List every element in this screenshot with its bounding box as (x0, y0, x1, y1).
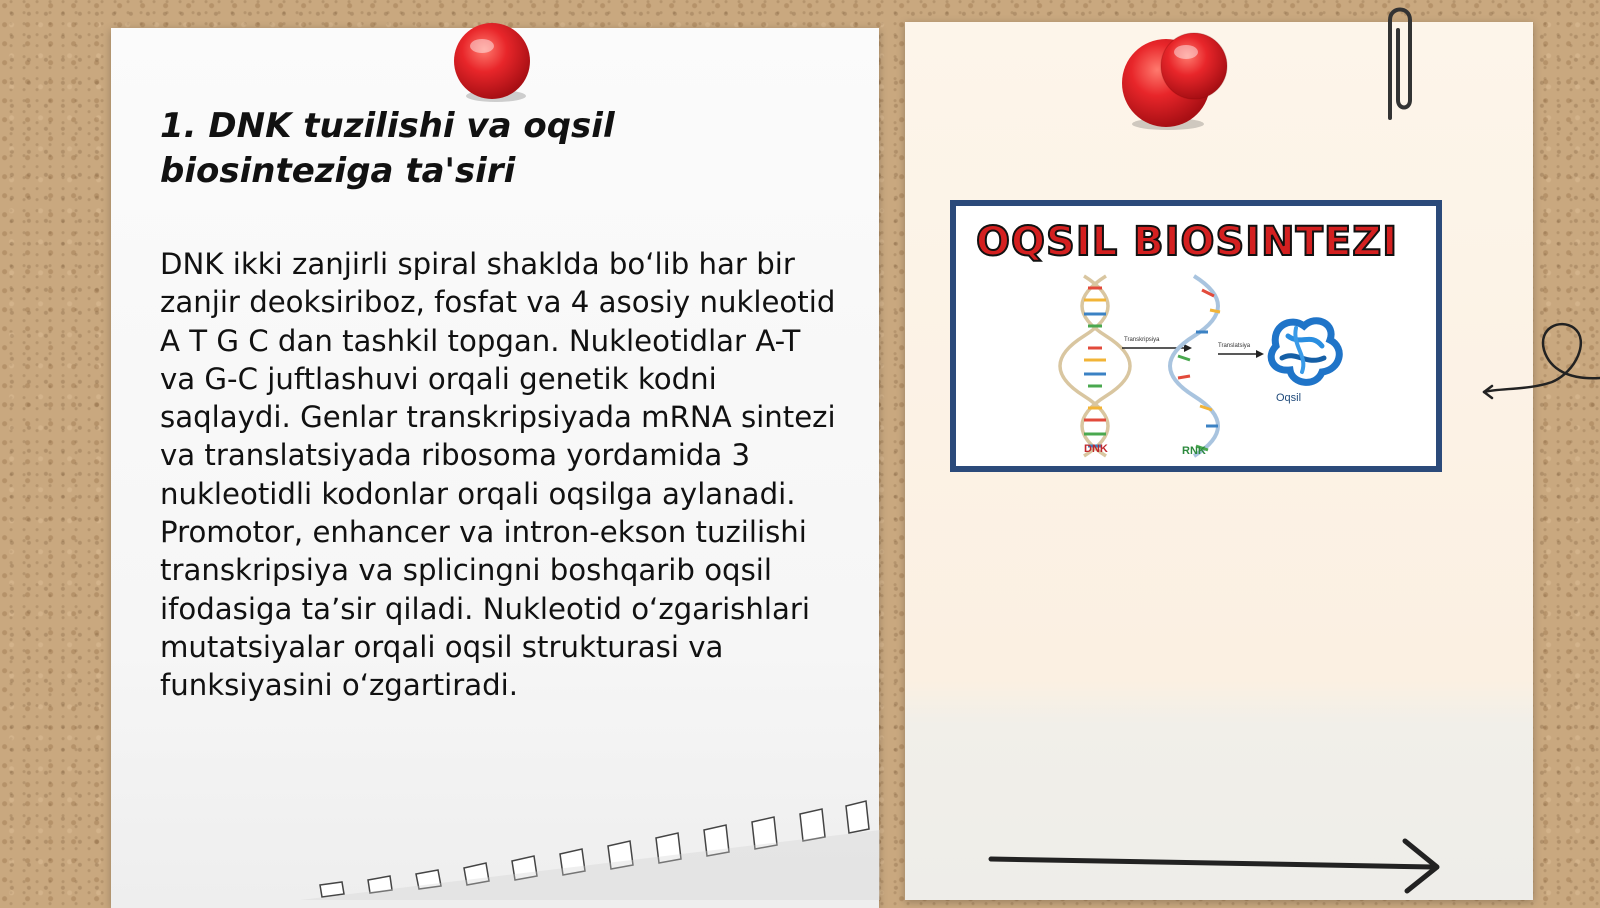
protein-label: Oqsil (1276, 392, 1302, 404)
red-pushpin-icon (452, 20, 534, 104)
figure-title: OQSIL BIOSINTEZI (976, 219, 1399, 265)
transcription-label: Transkripsiya (1124, 337, 1160, 343)
rna-label: RNK (1182, 445, 1206, 457)
dna-rna-protein-diagram (956, 266, 1436, 466)
spiral-binding (300, 790, 880, 900)
dna-helix-icon (1060, 276, 1130, 456)
translation-label: Translatsiya (1218, 343, 1251, 349)
decorative-curl-arrow (1480, 310, 1600, 410)
next-arrow-icon (985, 835, 1445, 895)
dna-label: DNK (1084, 443, 1108, 455)
body-paragraph: DNK ikki zanjirli spiral shaklda bo‘lib har bir zanjir deoksiriboz, fosfat va 4 asosiy nukleotid A T G C dan tashkil topgan. Nukleotidlar A-T va G-C juftlashuvi orqali genetik kodni saqlaydi. Genlar transkripsiyada mRNA sintezi va translatsiyada ribosoma yordamida 3 nukleotidli kodonlar orqali oqsilga aylanadi. Promotor, enhancer va intron-ekson tuzilishi transkripsiya va splicingni boshqarib oqsil ifodasiga ta’sir qiladi. Nukleotid o‘zgarishlari mutatsiyalar orqali oqsil strukturasi va funksiyasini o‘zgartiradi. (160, 247, 836, 703)
rna-strand-icon (1170, 276, 1220, 456)
page-title: 1. DNK tuzilishi va oqsil biosinteziga ta'siri (160, 106, 615, 191)
protein-biosynthesis-figure (950, 200, 1442, 472)
protein-blob-icon (1271, 321, 1339, 383)
red-pushpin-icon (1120, 28, 1235, 133)
paperclip-icon (1378, 0, 1418, 125)
